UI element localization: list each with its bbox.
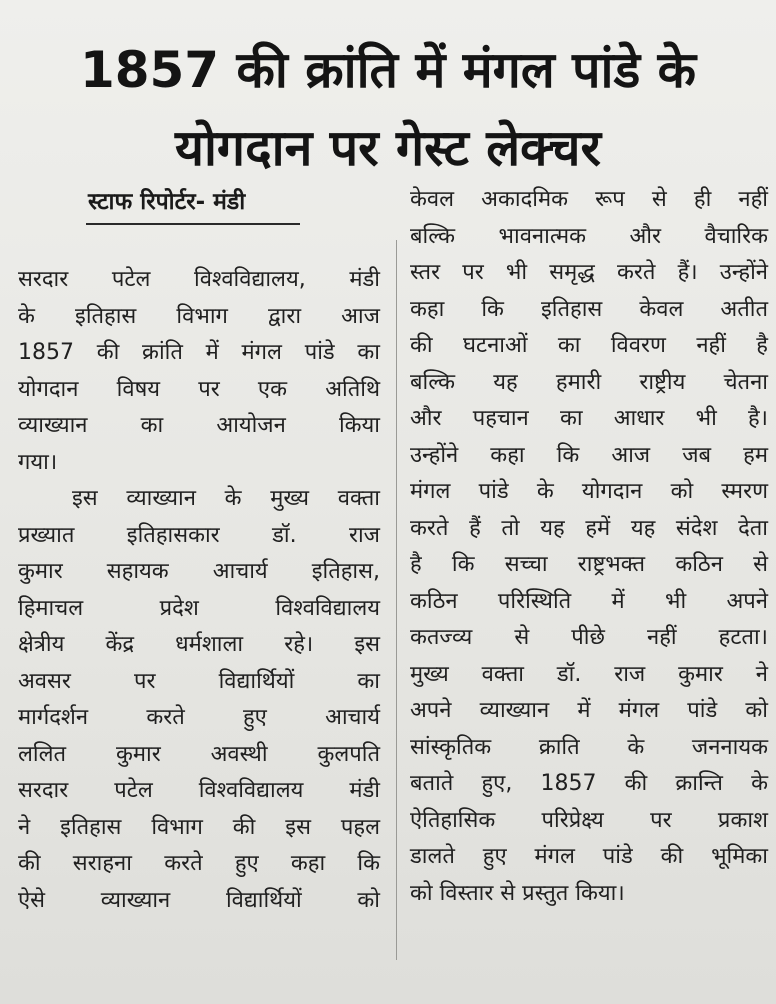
article-line: हिमाचल प्रदेश विश्वविद्यालय bbox=[18, 595, 380, 621]
article-line: व्याख्यान का आयोजन किया bbox=[18, 413, 380, 438]
article-line: मंगल पांडे के योगदान को स्मरण bbox=[410, 479, 768, 504]
article-line: कहा कि इतिहास केवल अतीत bbox=[410, 296, 768, 322]
article-line: ने इतिहास विभाग की इस पहल bbox=[18, 814, 380, 840]
article-line: 1857 की क्रांति में मंगल पांडे का bbox=[18, 340, 380, 365]
article-line: योगदान विषय पर एक अतिथि bbox=[18, 376, 380, 402]
article-line: और पहचान का आधार भी है। bbox=[410, 406, 768, 431]
article-line: सांस्कृतिक क्राति के जननायक bbox=[410, 734, 768, 760]
article-line: है कि सच्चा राष्ट्रभक्त कठिन से bbox=[410, 552, 768, 577]
article-line: प्रख्यात इतिहासकार डॉ. राज bbox=[18, 522, 380, 548]
article-line: सरदार पटेल विश्वविद्यालय, मंडी bbox=[18, 267, 380, 292]
article-column-right bbox=[410, 182, 768, 912]
article-column-left bbox=[18, 262, 380, 919]
article-line: ललित कुमार अवस्थी कुलपति bbox=[18, 741, 380, 767]
article-line: मार्गदर्शन करते हुए आचार्य bbox=[18, 705, 380, 730]
article-line: डालते हुए मंगल पांडे की भूमिका bbox=[410, 844, 768, 869]
article-line: कठिन परिस्थिति में भी अपने bbox=[410, 588, 768, 614]
article-line: ऐसे व्याख्यान विद्यार्थियों को bbox=[18, 887, 380, 913]
article-line: बल्कि यह हमारी राष्ट्रीय चेतना bbox=[410, 369, 768, 395]
byline: स्टाफ रिपोर्टर- मंडी bbox=[88, 189, 246, 215]
article-line: अवसर पर विद्यार्थियों का bbox=[18, 668, 380, 694]
headline-line-2: योगदान पर गेस्ट लेक्चर bbox=[174, 119, 602, 177]
article-line: बल्कि भावनात्मक और वैचारिक bbox=[410, 223, 768, 249]
article-line: मुख्य वक्ता डॉ. राज कुमार ने bbox=[410, 661, 768, 687]
article-line: उन्होंने कहा कि आज जब हम bbox=[410, 442, 768, 468]
article-line: कुमार सहायक आचार्य इतिहास, bbox=[18, 559, 380, 584]
article-line: स्तर पर भी समृद्ध करते हैं। उन्होंने bbox=[410, 260, 768, 285]
article-line: अपने व्याख्यान में मंगल पांडे को bbox=[410, 698, 768, 723]
article-line: की घटनाओं का विवरण नहीं है bbox=[410, 333, 768, 358]
article-line: इस व्याख्यान के मुख्य वक्ता bbox=[72, 486, 380, 511]
article-line: सरदार पटेल विश्वविद्यालय मंडी bbox=[18, 778, 380, 803]
article-line: के इतिहास विभाग द्वारा आज bbox=[18, 303, 380, 329]
article-line: करते हैं तो यह हमें यह संदेश देता bbox=[410, 515, 768, 541]
byline-underline bbox=[86, 223, 300, 225]
article-line: क्षेत्रीय केंद्र धर्मशाला रहे। इस bbox=[18, 632, 380, 657]
article-line: कतज्व्य से पीछे नहीं हटता। bbox=[410, 625, 768, 650]
article-line: बताते हुए, 1857 की क्रान्ति के bbox=[410, 771, 768, 796]
article-line: को विस्तार से प्रस्तुत किया। bbox=[410, 880, 625, 906]
article-line: ऐतिहासिक परिप्रेक्ष्य पर प्रकाश bbox=[410, 807, 768, 833]
headline-line-1: 1857 की क्रांति में मंगल पांडे के bbox=[79, 41, 697, 99]
column-divider bbox=[396, 240, 397, 960]
article-line: केवल अकादमिक रूप से ही नहीं bbox=[410, 187, 768, 212]
article-line: गया। bbox=[18, 449, 58, 475]
article-line: की सराहना करते हुए कहा कि bbox=[18, 851, 380, 876]
